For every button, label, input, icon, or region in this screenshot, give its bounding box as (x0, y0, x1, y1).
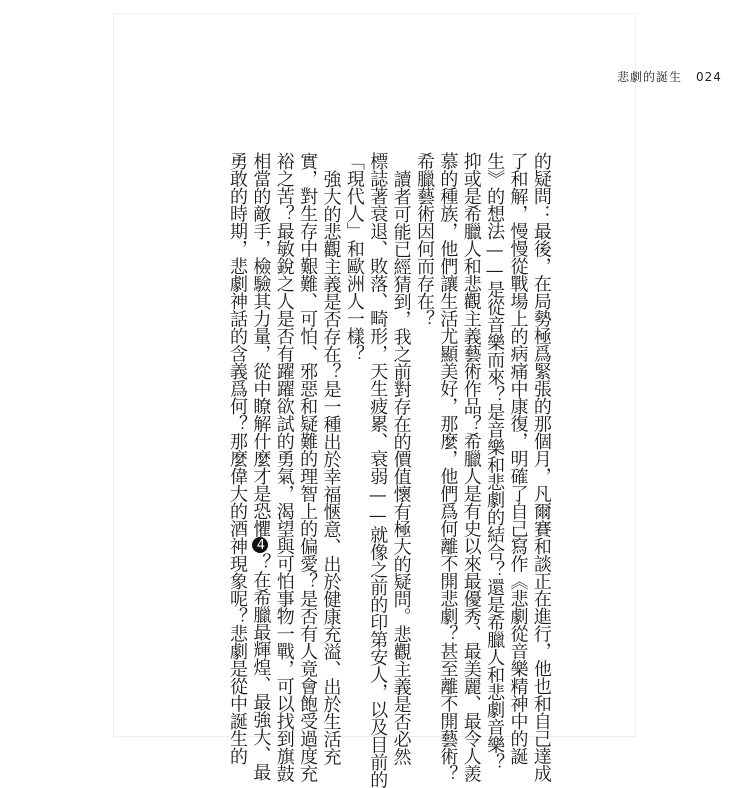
page-number: 024 (696, 70, 722, 84)
text-column: 裕之苦？最敏銳之人是否有躍躍欲試的勇氣，渴望與可怕事物一戰，可以找到旗鼓 (273, 152, 295, 782)
text-column: 的疑問：最後，在局勢極爲緊張的那個月，凡爾賽和談正在進行，他也和自己達成 (530, 152, 552, 782)
text-column-paragraph-start: 強大的悲觀主義是否存在？是一種出於幸福愜意、出於健康充溢、出於生活充 (320, 170, 342, 765)
text-column: 希臘藝術因何而存在？ (414, 152, 435, 327)
text-segment: 相當的敵手，檢驗其力量，從中瞭解什麼才是恐懼 (250, 152, 272, 537)
text-column: 標誌著衰退、敗落、畸形，天生疲累、衰弱——就像之前的印第安人，以及目前的 (367, 152, 389, 788)
text-column: 「現代人」和歐洲人一樣？ (343, 152, 365, 362)
text-column-with-footnote (250, 152, 272, 781)
text-column: 勇敢的時期，悲劇神話的含義爲何？那麼偉大的酒神現象呢？悲劇是從中誕生的 (227, 152, 248, 765)
text-column: 了和解，慢慢從戰場上的病痛中康復，明確了自己寫作《悲劇從音樂精神中的誕 (507, 152, 529, 765)
vertical-text-block (227, 152, 552, 788)
chapter-title: 悲劇的誕生 (617, 70, 683, 84)
running-head (617, 68, 722, 85)
text-segment: ？在希臘最輝煌、最強大、最 (250, 553, 272, 781)
text-column: 抑或是希臘人和悲觀主義藝術作品？希臘人是有史以來最優秀、最美麗、最令人羨 (460, 152, 482, 782)
footnote-marker[interactable]: 4 (253, 537, 269, 553)
text-column: 生》的想法——是從音樂而來？是音樂和悲劇的結合？還是希臘人和悲劇音樂？ (484, 152, 506, 771)
text-column: 慕的種族，他們讓生活尤顯美好，那麼，他們爲何離不開悲劇？甚至離不開藝術？ (437, 152, 459, 782)
text-column-paragraph-start: 讀者可能已經猜到，我之前對存在的價值懷有極大的疑問。悲觀主義是否必然 (390, 170, 412, 765)
text-column: 實，對生存中艱難、可怕、邪惡和疑難的理智上的偏愛？是否有人竟會飽受過度充 (297, 152, 319, 782)
